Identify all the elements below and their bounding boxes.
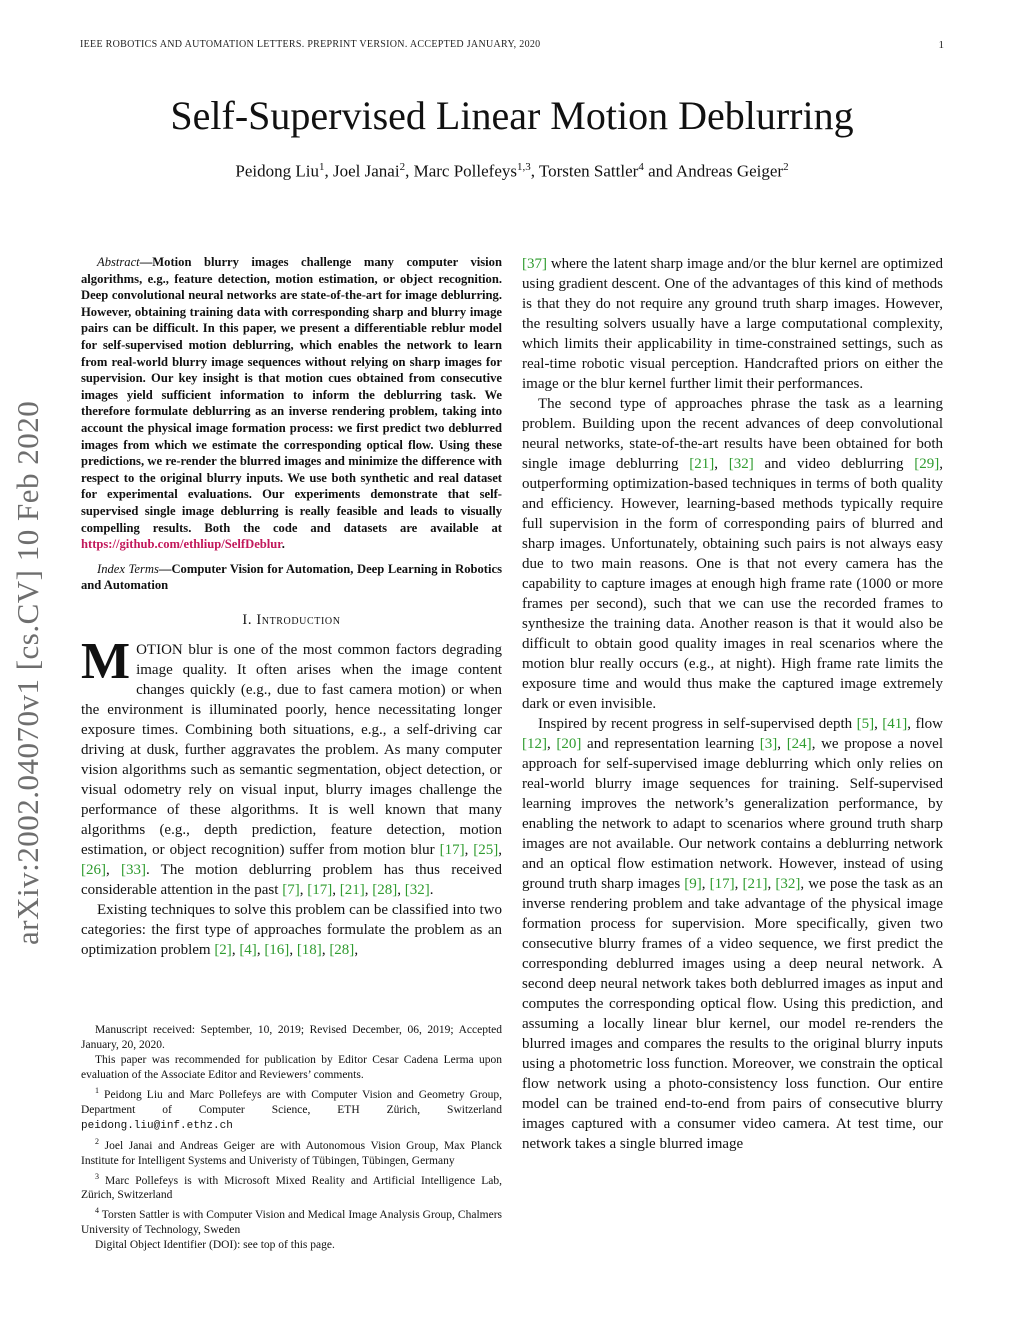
citation-link[interactable]: [17] xyxy=(307,881,333,898)
citation-link[interactable]: [32] xyxy=(728,456,754,472)
citation-link[interactable]: [4] xyxy=(239,941,257,958)
drop-cap: M xyxy=(81,632,131,690)
author-name: Joel Janai xyxy=(333,161,400,181)
paper-title: Self-Supervised Linear Motion Deblurring xyxy=(170,93,854,138)
text-run: , xyxy=(106,861,121,878)
footnote-mark: 3 xyxy=(95,1171,99,1181)
citation-link[interactable]: [5] xyxy=(856,716,875,732)
text-run: , xyxy=(498,841,502,858)
arxiv-identifier[interactable]: arXiv:2002.04070v1 [cs.CV] 10 Feb 2020 xyxy=(10,400,45,945)
citation-link[interactable]: [17] xyxy=(439,841,465,858)
text-run: , we propose a novel approach for self-supervised image deblurring which only relies on real-world blurry image sequences for training. Self-supervised learning improves the network’s generalization performance, by enabling the network to adapt to scenarios where ground truth sharp images are not available. Our network contains a deblurring network and an optical flow estimation network. However, instead of using ground truth sharp images xyxy=(522,736,944,892)
footnote-affiliation-2 xyxy=(81,1134,502,1169)
footnotes xyxy=(81,1023,502,1253)
section-title: Introduction xyxy=(256,611,341,628)
citation-link[interactable]: [25] xyxy=(473,841,499,858)
author-list: Peidong Liu$^1$, Joel Janai$^2$, Marc Pollefeys$^{1,3}$, Torsten Sattler$^4$ and Andreas Geiger$^2$ xyxy=(235,161,789,181)
citation-link[interactable]: [21] xyxy=(339,881,365,898)
intro-paragraph-3 xyxy=(522,394,943,714)
citation-link[interactable]: [28] xyxy=(329,941,355,958)
footnote-affiliation-3 xyxy=(81,1169,502,1204)
page-number: 1 xyxy=(938,39,944,51)
text-run: , we pose the task as an inverse rendering problem and take advantage of the physical image formation process for supervision. More specifically, given two consecutive blurry frames of a video sequence, we first predict the corresponding deblurred images using a deep neural network. A second deep neural network takes both deblurred images as input and computes the corresponding optical flow. Using this prediction, and assuming a locally linear blur kernel, our model re-renders the blurred images and compares the results to the original blurry inputs using a photometric loss function. Moreover, we constrain the optical flow network using a photo-consistency loss function. Our entire model can be trained end-to-end from pairs of consecutive blurry images captured with a consumer video camera. At test time, our network takes a single blurred image xyxy=(522,876,943,1152)
citation-link[interactable]: [12] xyxy=(522,736,547,752)
footnote-mark: 4 xyxy=(95,1206,99,1216)
abstract-end: . xyxy=(281,537,285,552)
text-run: , xyxy=(332,881,340,898)
text-run: , xyxy=(777,736,787,752)
citation-link[interactable]: [18] xyxy=(296,941,322,958)
intro-paragraph-2 xyxy=(81,900,502,960)
section-heading xyxy=(81,610,502,630)
text-run: . The motion deblurring problem has thus received considerable attention in the past xyxy=(81,861,502,898)
author-email[interactable]: peidong.liu@inf.ethz.ch xyxy=(81,1119,233,1132)
text-run: , xyxy=(734,876,743,892)
text-run: , xyxy=(299,881,308,898)
affiliation-mark: 1 xyxy=(319,161,325,173)
citation-link[interactable]: [24] xyxy=(786,736,812,752)
text-run: , xyxy=(701,876,710,892)
text-run: blur is one of the most common factors degrading image quality. It often arises when the image content changes quickly (e.g., due to fast camera motion) or when the environment is illuminated poorly, hence necessitating longer exposure times. Combining both situations, e.g., a self-driving car driving at dusk, further aggravates the problem. As many computer vision algorithms such as semantic segmentation, object detection, or visual odometry rely on visual input, blurry images challenge the performance of these algorithms. It is well known that many algorithms (e.g., depth prediction, feature detection, motion estimation, or object recognition) suffer from motion blur xyxy=(81,641,502,858)
author-name: Peidong Liu xyxy=(235,161,320,181)
author-name: Andreas Geiger xyxy=(675,161,784,181)
author-name: Marc Pollefeys xyxy=(413,161,517,181)
footnote-mark: 2 xyxy=(95,1136,99,1146)
text-run: Existing techniques to solve this problem can be classified into two categories: the first type of approaches formulate the problem as an optimization problem xyxy=(81,901,502,958)
citation-link[interactable]: [2] xyxy=(214,941,232,958)
text-run: . xyxy=(429,881,434,898)
text-run: , xyxy=(547,736,557,752)
citation-link[interactable]: [32] xyxy=(404,881,430,898)
footnote-text: Peidong Liu and Marc Pollefeys are with Computer Vision and Geometry Group, Department of Computer Science, ETH Zürich, Switzerland xyxy=(81,1088,502,1116)
citation-link[interactable]: [16] xyxy=(264,941,290,958)
citation-link[interactable]: [26] xyxy=(81,861,106,878)
text-run: , outperforming optimization-based techniques in terms of both quality and efficiency. However, learning-based methods typically require full supervision in the form of corresponding pairs of blurred and sharp images. Unfortunately, obtaining such pairs is not always easy due to two main reasons. One is that not every camera has the capability to capture images at enough high frame rate (1000 or more frames per second), such that we can use the recorded frames to synthesize the training data. Another reason is that it would also be difficult to obtain good quality images in real scenarios where the motion blur really occurs (e.g., at night). High frame rate limits the exposure time and would thus make the captured image extremely dark or even invisible. xyxy=(522,456,944,712)
running-header: IEEE ROBOTICS AND AUTOMATION LETTERS. PREPRINT VERSION. ACCEPTED JANUARY, 2020 xyxy=(80,39,541,50)
text-run: , xyxy=(354,941,359,958)
citation-link[interactable]: [7] xyxy=(282,881,300,898)
intro-paragraph-2-continued xyxy=(522,254,943,394)
abstract-text: —Motion blurry images challenge many computer vision algorithms, e.g., feature detection, motion estimation, or object recognition. Deep convolutional neural networks are state-of-the-art for image deblurring. However, obtaining training data with corresponding sharp and blurry image pairs can be difficult. In this paper, we present a differentiable reblur model for self-supervised motion deblurring, which enables the network to learn from real-world blurry image sequences without relying on sharp images for supervision. Our key insight is that motion cues obtained from consecutive images yield sufficient information to inform the deblurring task. We therefore formulate deblurring as an inverse rendering problem, taking into account the physical image formation process: we first predict two deblurred images from which we estimate the corresponding optical flow. Using these predictions, we re-render the blurred images and minimize the difference with respect to the original blurry inputs. We use both synthetic and real dataset for experimental evaluations. Our experiments demonstrate that self-supervised single image deblurring is really feasible and leads to visually compelling results. Both the code and datasets are available at xyxy=(81,255,502,535)
text-run: , xyxy=(714,456,729,472)
affiliation-mark: 2 xyxy=(783,161,789,173)
footnote-text: Torsten Sattler is with Computer Vision and Medical Image Analysis Group, Chalmers University of Technology, Sweden xyxy=(81,1209,502,1237)
affiliation-mark: 1,3 xyxy=(516,161,531,173)
footnote-affiliation-1 xyxy=(81,1083,502,1134)
citation-link[interactable]: [3] xyxy=(759,736,778,752)
text-run: , xyxy=(231,941,240,958)
lead-caps: OTION xyxy=(136,641,183,658)
index-terms-label: Index Terms xyxy=(97,561,159,576)
footnote-received: Manuscript received: September, 10, 2019; Revised December, 06, 2019; Accepted January, 20, 2020. xyxy=(81,1024,502,1051)
intro-paragraph-4 xyxy=(522,714,943,1154)
citation-link[interactable]: [28] xyxy=(372,881,398,898)
index-terms-text: —Computer Vision for Automation, Deep Learning in Robotics and Automation xyxy=(81,561,502,593)
text-run: , xyxy=(289,941,297,958)
text-run: , xyxy=(767,876,776,892)
right-column xyxy=(522,254,943,1154)
citation-link[interactable]: [41] xyxy=(882,716,908,732)
intro-paragraph-1 xyxy=(81,632,502,900)
citation-link[interactable]: [33] xyxy=(120,861,146,878)
code-link[interactable]: https://github.com/ethliup/SelfDeblur xyxy=(81,537,282,552)
index-terms xyxy=(81,561,502,594)
affiliation-mark: 2 xyxy=(399,161,406,173)
citation-link[interactable]: [9] xyxy=(684,876,702,892)
footnote-affiliation-4 xyxy=(81,1203,502,1238)
footnote-recommended: This paper was recommended for publication by Editor Cesar Cadena Lerma upon evaluation of the Associate Editor and Reviewers’ comments. xyxy=(81,1054,502,1081)
text-run: where the latent sharp image and/or the blur kernel are optimized using gradient descent. One of the advantages of this kind of methods is that they do not require any ground truth sharp images. However, the resulting solvers usually have a large computational complexity, which limits their applicability in time-constrained settings, such as real-time robotic visual perception. Handcrafted priors on either the image or the blur kernel further limit their performances. xyxy=(522,256,943,392)
text-run: and video deblurring xyxy=(753,456,915,472)
footnote-text: Joel Janai and Andreas Geiger are with Autonomous Vision Group, Max Planck Institute for Intelligent Systems and Univeristy of Tübingen, Tübingen, Germany xyxy=(81,1139,502,1167)
affiliation-mark: 4 xyxy=(638,161,644,173)
text-run: , xyxy=(397,881,405,898)
text-run: and representation learning xyxy=(581,736,760,752)
text-run: The second type of approaches phrase the task as a learning problem. Building upon the recent advances of deep convolutional neural networks, state-of-the-art results have been obtained for both single image deblurring xyxy=(522,396,943,472)
citation-link[interactable]: [21] xyxy=(742,876,768,892)
text-run: , xyxy=(256,941,265,958)
text-run: , xyxy=(874,716,883,732)
abstract xyxy=(81,254,502,553)
footnote-doi: Digital Object Identifier (DOI): see top of this page. xyxy=(95,1239,335,1252)
citation-link[interactable]: [21] xyxy=(689,456,715,472)
text-run: , flow xyxy=(907,716,943,732)
footnote-text: Marc Pollefeys is with Microsoft Mixed Reality and Artificial Intelligence Lab, Zürich, Switzerland xyxy=(81,1174,502,1202)
left-column xyxy=(81,254,502,960)
abstract-label: Abstract xyxy=(97,255,140,269)
section-numeral: I. xyxy=(242,611,253,628)
footnote-mark: 1 xyxy=(95,1086,99,1095)
citation-link[interactable]: [32] xyxy=(775,876,801,892)
citation-link[interactable]: [37] xyxy=(522,256,547,272)
text-run: , xyxy=(321,941,330,958)
text-run: , xyxy=(464,841,474,858)
citation-link[interactable]: [20] xyxy=(556,736,582,752)
citation-link[interactable]: [29] xyxy=(914,456,940,472)
author-name: Torsten Sattler xyxy=(538,161,639,181)
text-run: , xyxy=(364,881,373,898)
citation-link[interactable]: [17] xyxy=(709,876,735,892)
text-run: Inspired by recent progress in self-supervised depth xyxy=(538,716,857,732)
